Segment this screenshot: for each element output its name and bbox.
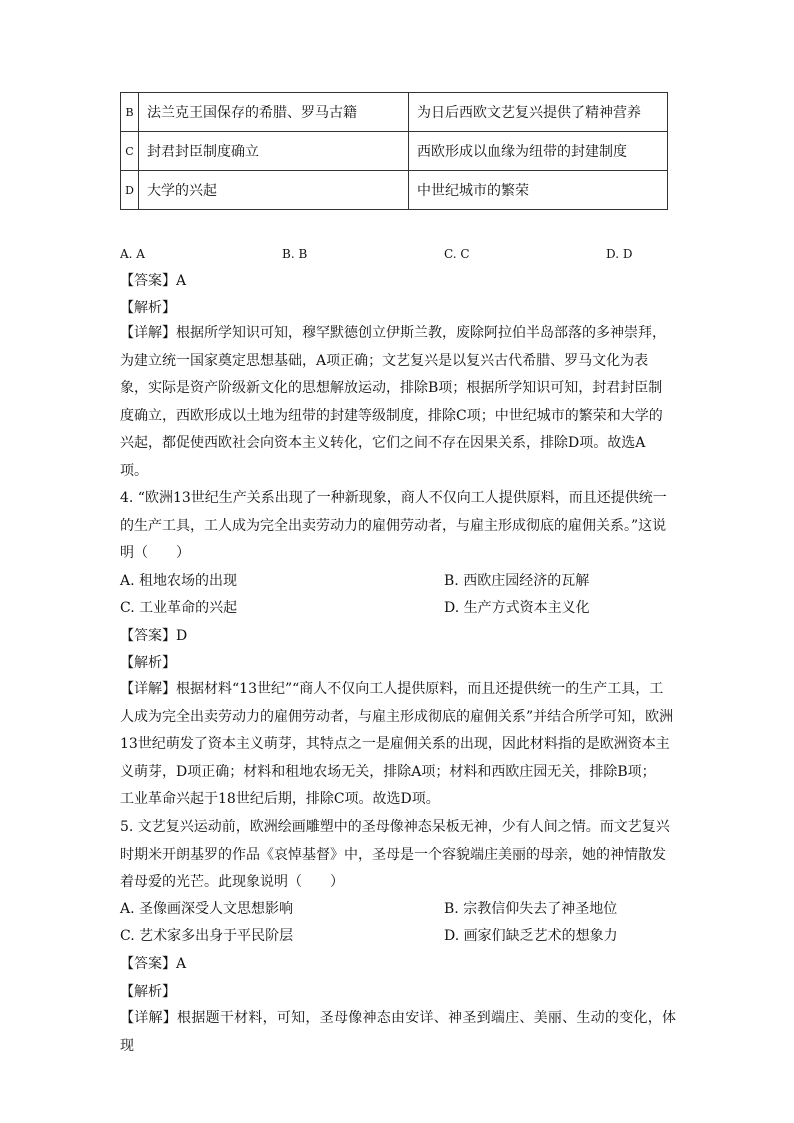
- q5-option-a: A. 圣像画深受人文思想影响: [120, 901, 294, 917]
- q4-detail: [120, 676, 676, 814]
- table-cell-left: 大学的兴起: [139, 171, 409, 210]
- q5-option-d: D. 画家们缺乏艺术的想象力: [444, 928, 618, 944]
- q4-analysis: 【解析】: [120, 655, 176, 671]
- table-key: C: [121, 132, 139, 171]
- table-row: [121, 93, 668, 132]
- stem-line: 着母爱的光芒。此现象说明（ ）: [120, 874, 344, 890]
- detail-line: 【详解】根据材料“13世纪”“商人不仅向工人提供原料，而且还提供统一的生产工具，工: [120, 681, 664, 697]
- q4-stem: [120, 485, 676, 568]
- table-key: B: [121, 93, 139, 132]
- options-table: [120, 92, 668, 210]
- stem-line: 时期米开朗基罗的作品《哀悼基督》中，圣母是一个容貌端庄美丽的母亲，她的神情散发: [120, 846, 666, 863]
- stem-line: 的生产工具，工人成为完全出卖劳动力的雇佣劳动者，与雇主形成彻底的雇佣关系。”这说: [120, 517, 667, 534]
- q3-answer: 【答案】A: [120, 273, 187, 289]
- table-cell-right: 中世纪城市的繁荣: [409, 171, 668, 210]
- detail-line: 项。: [120, 462, 148, 479]
- q3-option-d: D. D: [606, 247, 633, 261]
- q3-option-c: C. C: [444, 247, 470, 261]
- q3-detail: [120, 320, 676, 485]
- table-key: D: [121, 171, 139, 210]
- q5-analysis: 【解析】: [120, 984, 176, 1000]
- detail-line: 工业革命兴起于18世纪后期，排除C项。故选D项。: [120, 791, 440, 807]
- table-row: [121, 132, 668, 171]
- detail-line: 象，实际是资产阶级新文化的思想解放运动，排除B项；根据所学知识可知，封君封臣制: [120, 380, 663, 396]
- detail-line: 【详解】根据题干材料，可知，圣母像神态由安详、神圣到端庄、美丽、生动的变化，体现: [120, 1010, 676, 1054]
- q4-answer: 【答案】D: [120, 628, 188, 644]
- q5-answer: 【答案】A: [120, 956, 187, 972]
- stem-line: 5. 文艺复兴运动前，欧洲绘画雕塑中的圣母像神态呆板无神，少有人间之情。而文艺复兴: [120, 819, 670, 835]
- q4-option-a: A. 租地农场的出现: [120, 573, 238, 589]
- q5-option-c: C. 艺术家多出身于平民阶层: [120, 928, 294, 944]
- q4-option-b: B. 西欧庄园经济的瓦解: [444, 573, 590, 589]
- detail-line: 为建立统一国家奠定思想基础，A项正确；文艺复兴是以复兴古代希腊、罗马文化为表: [120, 352, 649, 369]
- q4-option-c: C. 工业革命的兴起: [120, 600, 238, 616]
- q5-stem: [120, 814, 676, 897]
- detail-line: 义萌芽，D项正确；材料和租地农场无关，排除A项；材料和西欧庄园无关，排除B项；: [120, 763, 656, 780]
- detail-line: 兴起，都促使西欧社会向资本主义转化，它们之间不存在因果关系，排除D项。故选A: [120, 435, 646, 451]
- q5-option-b: B. 宗教信仰失去了神圣地位: [444, 901, 618, 917]
- table-cell-left: 法兰克王国保存的希腊、罗马古籍: [139, 93, 409, 132]
- q4-option-d: D. 生产方式资本主义化: [444, 600, 590, 616]
- q3-option-b: B. B: [282, 247, 308, 261]
- q3-option-a: A. A: [120, 247, 145, 261]
- q5-detail: [120, 1005, 676, 1060]
- detail-line: 13世纪萌发了资本主义萌芽，其特点之一是雇佣关系的出现，因此材料指的是欧洲资本主: [120, 736, 670, 752]
- table-cell-left: 封君封臣制度确立: [139, 132, 409, 171]
- table-row: [121, 171, 668, 210]
- q3-analysis: 【解析】: [120, 300, 176, 316]
- detail-line: 度确立，西欧形成以土地为纽带的封建等级制度，排除C项；中世纪城市的繁荣和大学的: [120, 407, 663, 424]
- stem-line: 4. “欧洲13世纪生产关系出现了一种新现象，商人不仅向工人提供原料，而且还提供统一: [120, 490, 667, 506]
- stem-line: 明（ ）: [120, 545, 190, 561]
- table-cell-right: 为日后西欧文艺复兴提供了精神营养: [409, 93, 668, 132]
- detail-line: 【详解】根据所学知识可知，穆罕默德创立伊斯兰教，废除阿拉伯半岛部落的多神崇拜，: [120, 325, 666, 341]
- detail-line: 人成为完全出卖劳动力的雇佣劳动者，与雇主形成彻底的雇佣关系”并结合所学可知，欧洲: [120, 708, 674, 725]
- table-cell-right: 西欧形成以血缘为纽带的封建制度: [409, 132, 668, 171]
